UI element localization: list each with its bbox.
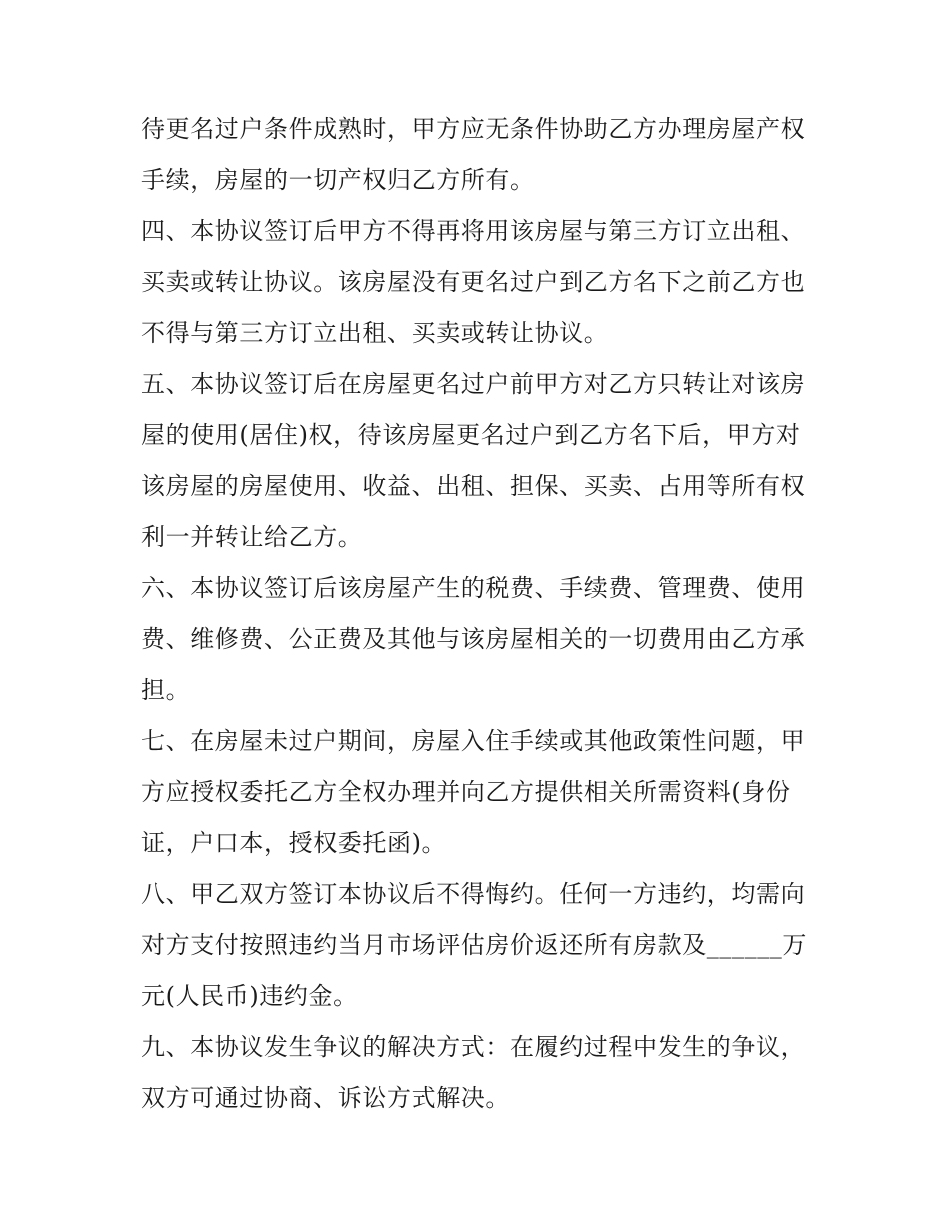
clause-6-line-2: 费、维修费、公正费及其他与该房屋相关的一切费用由乙方承 — [141, 625, 806, 653]
clause-8-line-3: 元(人民币)违约金。 — [141, 982, 358, 1010]
clause-5-line-1: 五、本协议签订后在房屋更名过户前甲方对乙方只转让对该房 — [141, 370, 806, 398]
clause-8-line-2: 对方支付按照违约当月市场评估房价返还所有房款及______万 — [141, 931, 807, 959]
clause-5-line-4: 利一并转让给乙方。 — [141, 523, 363, 551]
clause-9-line-2: 双方可通过协商、诉讼方式解决。 — [141, 1084, 510, 1112]
clause-4-line-3: 不得与第三方订立出租、买卖或转让协议。 — [141, 319, 609, 347]
clause-6-line-1: 六、本协议签订后该房屋产生的税费、手续费、管理费、使用 — [141, 574, 806, 602]
text-line-2: 手续，房屋的一切产权归乙方所有。 — [141, 166, 535, 194]
clause-5-line-2: 屋的使用(居住)权，待该房屋更名过户到乙方名下后，甲方对 — [141, 421, 801, 449]
clause-7-line-1: 七、在房屋未过户期间，房屋入住手续或其他政策性问题，甲 — [141, 727, 806, 755]
clause-6-line-3: 担。 — [141, 676, 191, 704]
clause-9-line-1: 九、本协议发生争议的解决方式：在履约过程中发生的争议， — [141, 1033, 806, 1061]
clause-5-line-3: 该房屋的房屋使用、收益、出租、担保、买卖、占用等所有权 — [141, 472, 806, 500]
clause-8-line-1: 八、甲乙双方签订本协议后不得悔约。任何一方违约，均需向 — [141, 880, 806, 908]
text-line-1: 待更名过户条件成熟时，甲方应无条件协助乙方办理房屋产权 — [141, 115, 806, 143]
clause-7-line-3: 证，户口本，授权委托函)。 — [141, 829, 447, 857]
agreement-text — [141, 104, 821, 1124]
clause-7-line-2: 方应授权委托乙方全权办理并向乙方提供相关所需资料(身份 — [141, 778, 791, 806]
clause-4-line-2: 买卖或转让协议。该房屋没有更名过户到乙方名下之前乙方也 — [141, 268, 806, 296]
clause-4-line-1: 四、本协议签订后甲方不得再将用该房屋与第三方订立出租、 — [141, 217, 806, 245]
